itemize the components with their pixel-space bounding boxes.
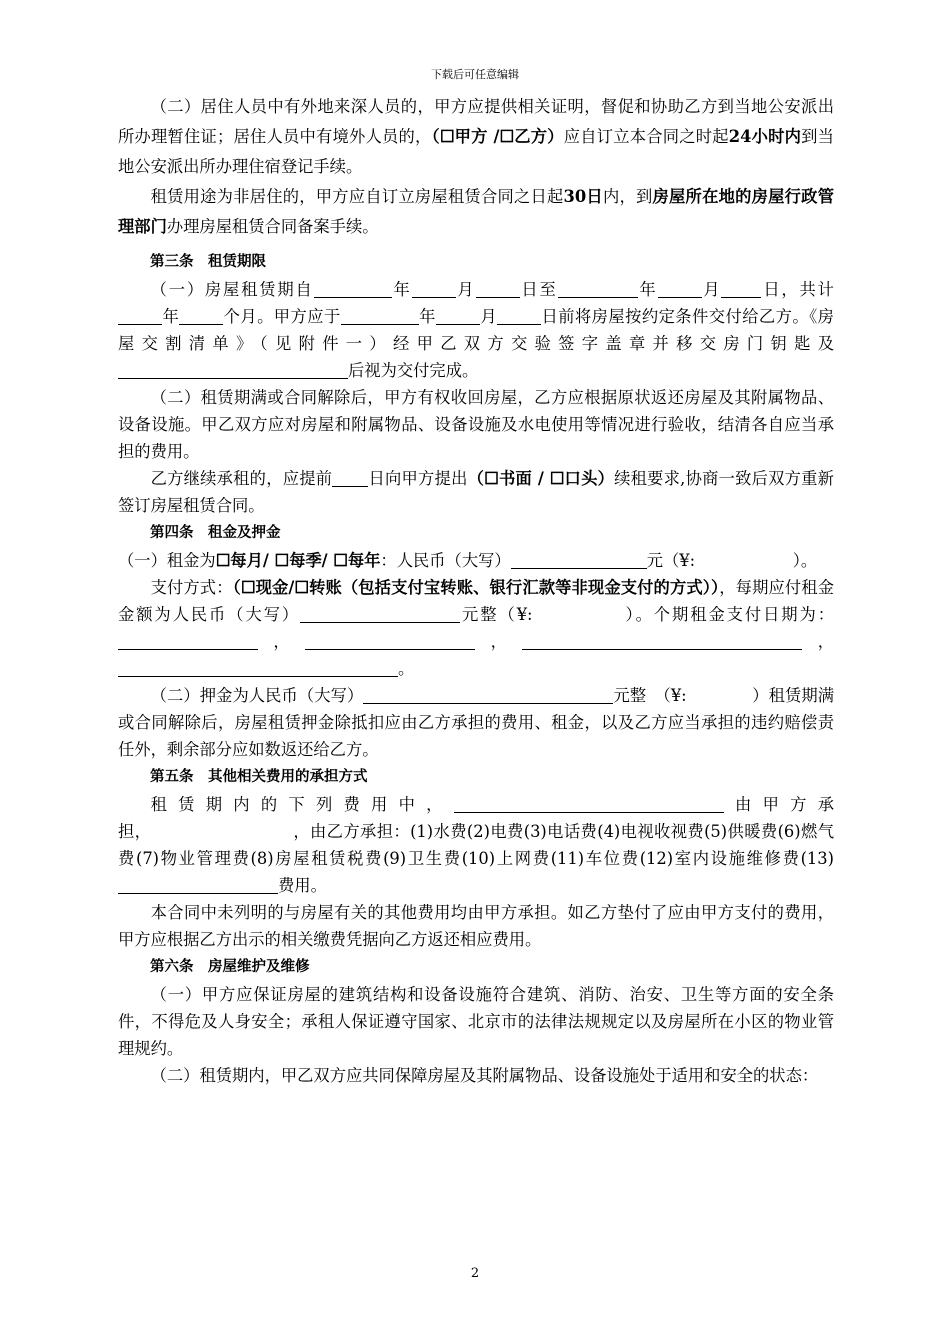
- paragraph-residents: （二）居住人员中有外地来深人员的，甲方应提供相关证明，督促和协助乙方到当地公安派出所办理暂住证；居住人员中有境外人员的，（☐甲方 /☐乙方）应自订立本合同之时起24小时内到当地公安派出所办理住宿登记手续。: [118, 97, 834, 176]
- blank-field[interactable]: [511, 552, 647, 569]
- blank-field[interactable]: [363, 687, 613, 704]
- blank-field[interactable]: [522, 633, 802, 650]
- blank-field[interactable]: [118, 633, 258, 650]
- paragraph-maintenance-2: （二）租赁期内，甲乙双方应共同保障房屋及其附属物品、设备设施处于适用和安全的状态：: [150, 1066, 819, 1085]
- page-number: 2: [470, 1266, 480, 1281]
- article-5-title: 第五条 其他相关费用的承担方式: [150, 768, 368, 785]
- blank-field[interactable]: [721, 281, 761, 298]
- blank-field[interactable]: [558, 281, 638, 298]
- blank-field[interactable]: [454, 796, 724, 813]
- paragraph-payment: 支付方式：（☐现金/☐转账（包括支付宝转账、银行汇款等非现金支付的方式）），每期应付租金金额为人民币（大写） 元整（¥: ）。个期租金支付日期为：， ， ，。: [118, 578, 834, 678]
- paragraph-non-residential: 租赁用途为非居住的，甲方应自订立房屋租赁合同之日起30日内，到房屋所在地的房屋行政管理部门办理房屋租赁合同备案手续。: [118, 187, 834, 236]
- article-6-title: 第六条 房屋维护及维修: [150, 958, 310, 975]
- blank-field[interactable]: [658, 281, 702, 298]
- article-4-title: 第四条 租金及押金: [150, 524, 281, 541]
- blank-field[interactable]: [332, 470, 368, 487]
- blank-field[interactable]: [341, 308, 419, 325]
- blank-field[interactable]: [118, 660, 398, 677]
- blank-field[interactable]: [476, 281, 520, 298]
- paragraph-other-fees: 本合同中未列明的与房屋有关的其他费用均由甲方承担。如乙方垫付了应由甲方支付的费用，甲方应根据乙方出示的相关缴费凭据向乙方返还相应费用。: [118, 903, 834, 949]
- paragraph-lease-return: （二）租赁期满或合同解除后，甲方有权收回房屋，乙方应根据原状返还房屋及其附属物品、设备设施。甲乙双方应对房屋和附属物品、设备设施及水电使用等情况进行验收，结清各自应当承担的费用。: [118, 388, 834, 461]
- page-header: 下载后可任意编辑: [431, 68, 519, 81]
- blank-field[interactable]: [412, 281, 456, 298]
- paragraph-fees: 租赁期内的下列费用中， 由甲方承担， ，由乙方承担：(1)水费(2)电费(3)电话费(4)电视收视费(5)供暖费(6)燃气费(7)物业管理费(8)房屋租赁税费(9)卫生费(10)上网费(11)车位费(12)室内设施维修费(13)费用。: [118, 795, 834, 895]
- blank-field[interactable]: [314, 281, 392, 298]
- paragraph-lease-term: （一）房屋租赁期自 年 月 日至 年 月 日，共计年 个月。甲方应于 年 月 日前将房屋按约定条件交付给乙方。《房屋交割清单》（见附件一）经甲乙双方交验签字盖章并移交房门钥匙及后视为交付完成。: [118, 280, 834, 380]
- blank-field[interactable]: [118, 308, 162, 325]
- paragraph-maintenance-1: （一）甲方应保证房屋的建筑结构和设备设施符合建筑、消防、治安、卫生等方面的安全条件，不得危及人身安全；承租人保证遵守国家、北京市的法律法规规定以及房屋所在小区的物业管理规约。: [118, 985, 834, 1058]
- blank-field[interactable]: [179, 308, 223, 325]
- paragraph-renewal: 乙方继续承租的，应提前 日向甲方提出（☐书面 / ☐口头）续租要求,协商一致后双方重新签订房屋租赁合同。: [118, 469, 834, 515]
- blank-field[interactable]: [305, 633, 475, 650]
- document-body: [118, 92, 834, 1089]
- article-3-title: 第三条 租赁期限: [150, 253, 266, 270]
- blank-field[interactable]: [436, 308, 480, 325]
- blank-field[interactable]: [300, 606, 460, 623]
- blank-field[interactable]: [118, 877, 278, 894]
- blank-field[interactable]: [497, 308, 541, 325]
- blank-field[interactable]: [118, 362, 348, 379]
- paragraph-rent: （一）租金为☐每月/ ☐每季/ ☐每年：人民币（大写） 元（¥: ）。: [118, 551, 818, 570]
- paragraph-deposit: （二）押金为人民币（大写） 元整 （¥: ）租赁期满或合同解除后，房屋租赁押金除抵扣应由乙方承担的费用、租金，以及乙方应当承担的违约赔偿责任外，剩余部分应如数返还给乙方。: [118, 686, 834, 759]
